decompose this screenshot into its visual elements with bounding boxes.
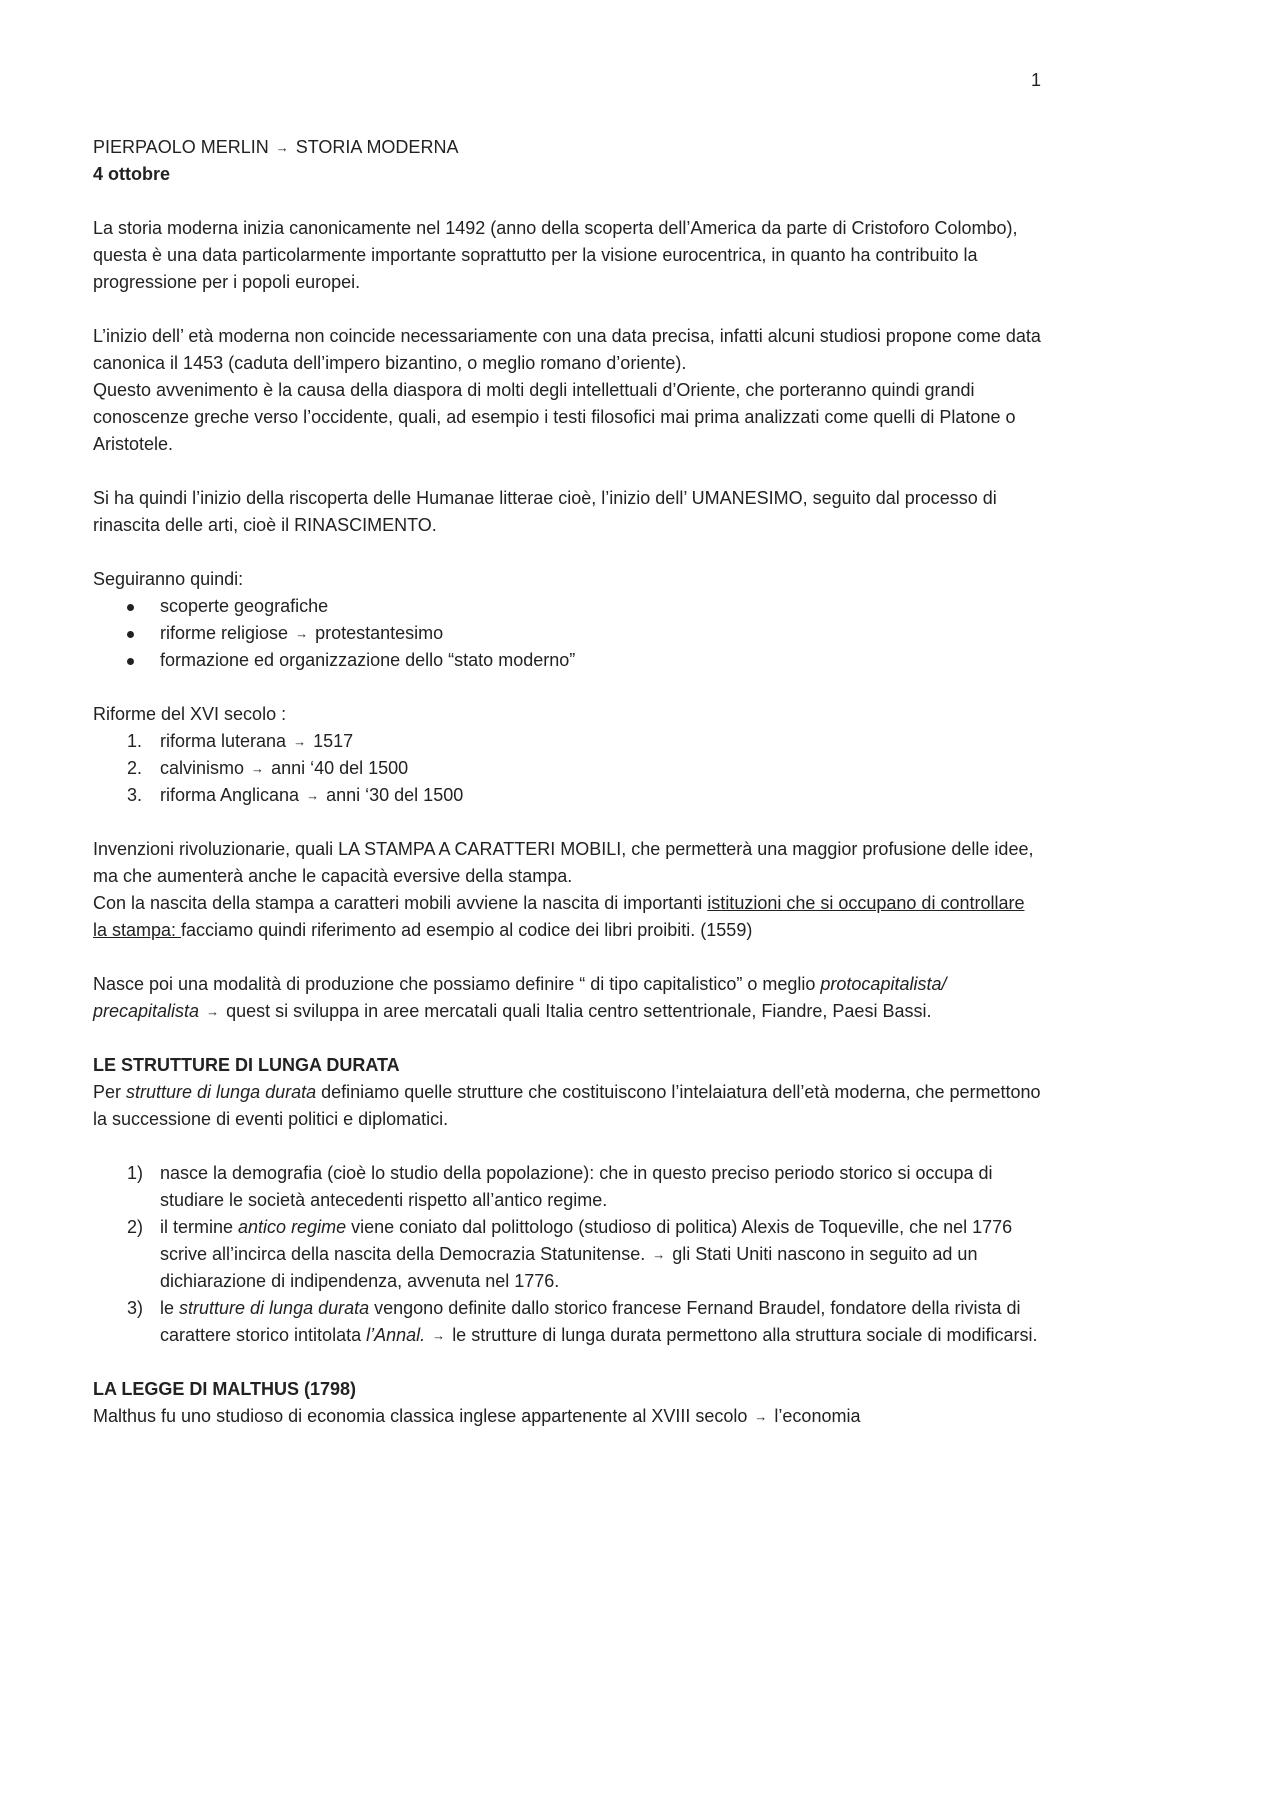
arrow-icon: → — [206, 1004, 220, 1019]
list-item — [123, 1214, 1043, 1295]
list-item-text: anni ‘30 del 1500 — [326, 785, 464, 805]
arrow-icon: → — [275, 140, 289, 155]
paragraph-4b — [93, 890, 1043, 944]
text-run: Per — [93, 1082, 127, 1102]
list-item — [123, 593, 1043, 620]
arrow-icon: → — [295, 626, 309, 641]
bullet-icon — [127, 658, 134, 665]
strutture-list — [93, 1160, 1043, 1349]
text-run: l’economia — [774, 1406, 861, 1426]
italic-text: strutture di lunga durata — [126, 1082, 317, 1102]
paragraph-2a: L’inizio dell’ età moderna non coincide necessariamente con una data precisa, infatti alcuni studiosi propone come data canonica il 1453 (caduta dell’impero bizantino, o meglio romano d’oriente). — [93, 326, 1041, 373]
paragraph-3: Si ha quindi l’inizio della riscoperta delle Humanae litterae cioè, l’inizio dell’ UMANESIMO, seguito dal processo di rinascita delle arti, cioè il RINASCIMENTO. — [93, 488, 997, 535]
list-item — [123, 728, 1043, 755]
text-run: Malthus fu uno studioso di economia classica inglese appartenente al XVIII secolo — [93, 1406, 748, 1426]
arrow-icon: → — [754, 1409, 768, 1424]
list-number: 2) — [127, 1217, 144, 1237]
text-run: Con la nascita della stampa a caratteri mobili avviene la nascita di importanti — [93, 893, 708, 913]
text-run: vengono definite dallo storico francese Fernand Braudel, fondatore della rivista di carattere storico intitolata — [160, 1298, 1021, 1345]
list-item-text: 1517 — [313, 731, 354, 751]
bullet-icon — [127, 604, 134, 611]
text-run: le strutture di lunga durata permettono alla struttura sociale di modificarsi. — [452, 1325, 1038, 1345]
document-body — [93, 134, 1043, 1430]
list-number: 3. — [127, 785, 143, 805]
list-number: 1. — [127, 731, 143, 751]
paragraph-2b: Questo avvenimento è la causa della diaspora di molti degli intellettuali d’Oriente, che porteranno quindi grandi conoscenze greche verso l’occidente, quali, ad esempio i testi filosofici mai prima analizzati come quelli di Platone o Aristotele. — [93, 380, 1016, 454]
paragraph-1: La storia moderna inizia canonicamente nel 1492 (anno della scoperta dell’America da parte di Cristoforo Colombo), questa è una data particolarmente importante soprattutto per la visione eurocentrica, in quanto ha contribuito la progressione per i popoli europei. — [93, 218, 1018, 292]
lecture-date: 4 ottobre — [93, 164, 171, 184]
bullet-icon — [127, 631, 134, 638]
course-name: STORIA MODERNA — [295, 137, 459, 157]
author-name: PIERPAOLO MERLIN — [93, 137, 269, 157]
riforme-intro: Riforme del XVI secolo : — [93, 704, 287, 724]
list-item — [123, 755, 1043, 782]
list-item-text: riforma luterana — [160, 731, 287, 751]
list-item — [123, 1295, 1043, 1349]
list-number: 3) — [127, 1298, 144, 1318]
riforme-list — [93, 728, 1043, 809]
malthus-text — [93, 1403, 1043, 1430]
seguiranno-list — [93, 593, 1043, 674]
section-heading-strutture: LE STRUTTURE DI LUNGA DURATA — [93, 1055, 400, 1075]
list-item — [123, 782, 1043, 809]
document-header — [93, 134, 1043, 161]
italic-text: l’Annal. — [366, 1325, 426, 1345]
list-item-text: scoperte geografiche — [160, 596, 329, 616]
italic-text: protocapitalista/ precapitalista — [93, 974, 947, 1021]
underlined-text: istituzioni che si occupano di controllare la stampa: — [93, 893, 1025, 940]
seguiranno-intro: Seguiranno quindi: — [93, 569, 244, 589]
strutture-intro — [93, 1079, 1043, 1133]
italic-text: antico regime — [238, 1217, 347, 1237]
paragraph-5 — [93, 971, 1043, 1025]
text-run: gli Stati Uniti nascono in seguito ad un dichiarazione di indipendenza, avvenuta nel 1776. — [160, 1244, 978, 1291]
text-run: Nasce poi una modalità di produzione che possiamo definire “ di tipo capitalistico” o meglio — [93, 974, 821, 994]
italic-text: strutture di lunga durata — [179, 1298, 370, 1318]
page-number: 1 — [1030, 70, 1041, 90]
list-item-text: riforma Anglicana — [160, 785, 300, 805]
arrow-icon: → — [306, 788, 320, 803]
arrow-icon: → — [293, 734, 307, 749]
arrow-icon: → — [652, 1247, 666, 1262]
text-run: quest si sviluppa in aree mercatali quali Italia centro settentrionale, Fiandre, Paesi Bassi. — [226, 1001, 932, 1021]
text-run: le — [160, 1298, 180, 1318]
section-heading-malthus: LA LEGGE DI MALTHUS (1798) — [93, 1379, 357, 1399]
list-item-text: calvinismo — [160, 758, 245, 778]
list-item-text: nasce la demografia (cioè lo studio della popolazione): che in questo preciso periodo storico si occupa di studiare le società antecedenti rispetto all’antico regime. — [160, 1163, 993, 1210]
list-item-text: riforme religiose — [160, 623, 289, 643]
list-item-text: protestantesimo — [315, 623, 444, 643]
text-run: definiamo quelle strutture che costituiscono l’intelaiatura dell’età moderna, che permettono la successione di eventi politici e diplomatici. — [93, 1082, 1041, 1129]
list-number: 2. — [127, 758, 143, 778]
list-item — [123, 1160, 1043, 1214]
list-item-text: anni ‘40 del 1500 — [271, 758, 409, 778]
list-item — [123, 647, 1043, 674]
text-run: viene coniato dal polittologo (studioso di politica) Alexis de Toqueville, che nel 1776 scrive all’incirca della nascita della Democrazia Statunitense. — [160, 1217, 1013, 1264]
list-item — [123, 620, 1043, 647]
text-run: il termine — [160, 1217, 239, 1237]
text-run: facciamo quindi riferimento ad esempio al codice dei libri proibiti. (1559) — [181, 920, 753, 940]
arrow-icon: → — [251, 761, 265, 776]
list-number: 1) — [127, 1163, 144, 1183]
paragraph-4a: Invenzioni rivoluzionarie, quali LA STAMPA A CARATTERI MOBILI, che permetterà una maggior profusione delle idee, ma che aumenterà anche le capacità eversive della stampa. — [93, 839, 1034, 886]
arrow-icon: → — [432, 1328, 446, 1343]
list-item-text: formazione ed organizzazione dello “stato moderno” — [160, 650, 576, 670]
